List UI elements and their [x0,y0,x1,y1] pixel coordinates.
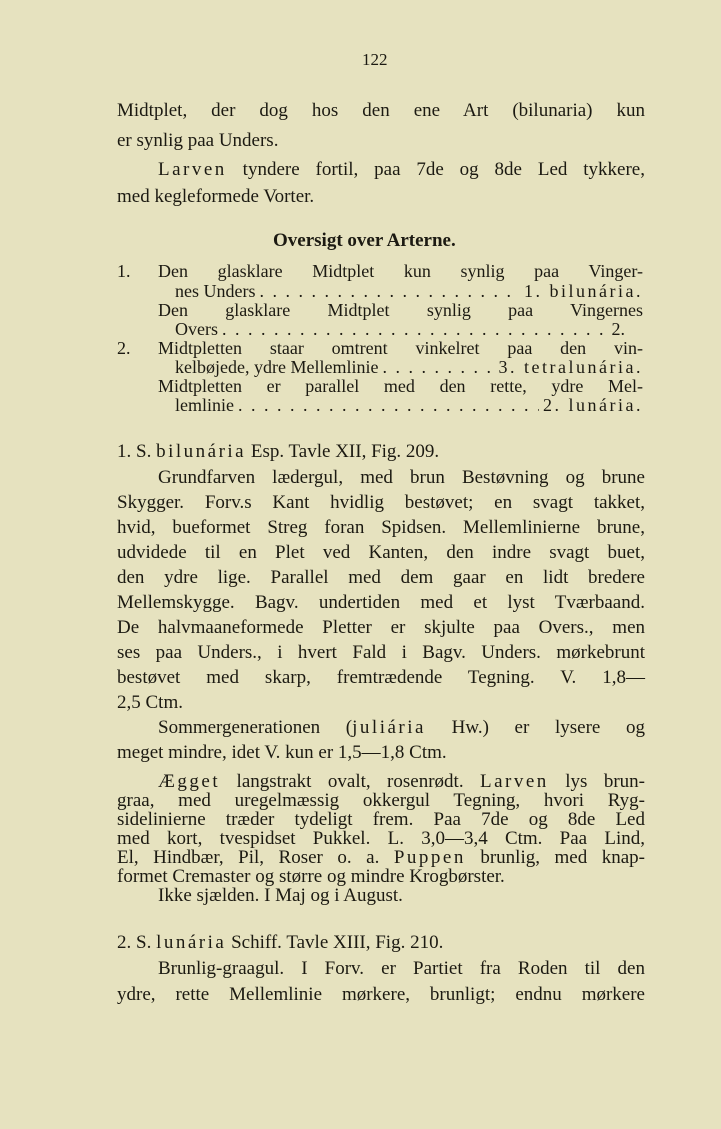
spaced-word: Larven [158,159,227,180]
key-line: Den glasklare Midtplet kun synlig paa Vinger- [158,261,643,281]
summer-generation-line [158,717,645,739]
key-leader-line [175,394,643,416]
life-history-line: sidelinierne træder tydeligt frem. Paa 7de og 8de Led [117,809,645,830]
key-line: Midtpletten er parallel med den rette, ydre Mel- [158,376,643,396]
rarity-line: Ikke sjælden. I Maj og i August. [158,885,403,906]
description-line: ydre, rette Mellemlinie mørkere, brunligt; endnu mørkere [117,984,645,1005]
description-line: ses paa Unders., i hvert Fald i Bagv. Unders. mørkebrunt [117,642,645,663]
key-number: 2. [117,338,131,358]
life-history-line: med kort, tvespidset Pukkel. L. 3,0—3,4 Ctm. Paa Lind, [117,828,645,849]
description-line: 2,5 Ctm. [117,692,183,713]
spaced-word: Ægget [158,771,221,792]
text-run: brunlig, med knap- [465,847,645,868]
key-line: Midtpletten staar omtrent vinkelret paa den vin- [158,338,643,358]
intro-line: er synlig paa Unders. [117,130,279,151]
species-reference: Esp. Tavle XII, Fig. 209. [246,441,440,462]
key-number: 1. [117,261,131,281]
spaced-word: Larven [480,771,549,792]
description-line: Brunlig-graagul. I Forv. er Partiet fra Roden til den [158,958,645,979]
description-line: hvid, bueformet Streg foran Spidsen. Mellemlinierne brune, [117,517,645,538]
larva-intro-line: med kegleformede Vorter. [117,186,315,207]
species-reference: Schiff. Tavle XIII, Fig. 210. [226,932,444,953]
description-line: udvidede til en Plet ved Kanten, den indre svagt buet, [117,542,645,563]
summer-generation-line: meget mindre, idet V. kun er 1,5—1,8 Ctm. [117,742,447,763]
text-run: langstrakt ovalt, rosenrødt. [220,771,480,792]
species-number: 1. S. [117,441,152,462]
key-line: lemlinie [175,395,234,415]
key-result: 1. bilunária. [524,281,643,301]
key-result: 2. [611,319,625,339]
spaced-word: Puppen [393,847,466,868]
life-history-line: formet Cremaster og større og mindre Krogbørster. [117,866,505,887]
species-1-heading [117,441,439,463]
species-2-heading [117,932,443,954]
page-number: 122 [362,50,388,69]
text-run: Hw.) er lysere og [425,717,645,738]
text-run: Sommergenerationen ( [158,717,353,738]
dot-leader [238,394,539,416]
key-line: Overs [175,319,218,339]
species-name: lunária [156,932,227,953]
key-heading: Oversigt over Arterne. [273,230,456,251]
text-run: tyndere fortil, paa 7de og 8de Led tykkere, [226,159,645,180]
description-line: Skygger. Forv.s Kant hvidlig bestøvet; en svagt takket, [117,492,645,513]
species-name: bilunária [156,441,247,462]
description-line: den ydre lige. Parallel med dem gaar en lidt bredere [117,567,645,588]
description-line: bestøvet med skarp, fremtrædende Tegning. V. 1,8— [117,667,645,688]
text-run: lys brun- [548,771,645,792]
key-result: 2. lunária. [543,395,643,415]
key-line: kelbøjede, ydre Mellemlinie [175,357,379,377]
intro-line: Midtplet, der dog hos den ene Art (bilunaria) kun [117,100,645,121]
form-name: juliária [352,717,426,738]
description-line: De halvmaaneformede Pletter er skjulte paa Overs., men [117,617,645,638]
key-result: 3. tetralunária. [498,357,643,377]
text-run: El, Hindbær, Pil, Roser o. a. [117,847,394,868]
larva-intro-line [158,159,645,181]
description-line: Grundfarven lædergul, med brun Bestøvning og brune [158,467,645,488]
species-number: 2. S. [117,932,152,953]
description-line: Mellemskygge. Bagv. undertiden med et lyst Tværbaand. [117,592,645,613]
life-history-line: graa, med uregelmæssig okkergul Tegning, hvori Ryg- [117,790,645,811]
key-line: nes Unders [175,281,256,301]
key-line: Den glasklare Midtplet synlig paa Vingernes [158,300,643,320]
